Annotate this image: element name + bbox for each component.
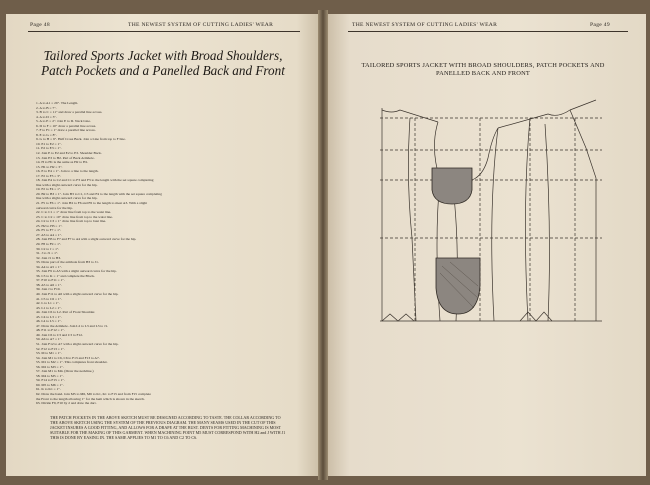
- instruction-step: 9. G to H = 9". Half Cross Back. Join a Line from top to F line.: [36, 137, 126, 142]
- front-edge: [570, 110, 596, 321]
- instruction-step: 13. Join E3 to H2. Part of Back Armhole.: [36, 155, 95, 160]
- instruction-step: 38. A5 to A6 = 1".: [36, 282, 63, 287]
- instruction-step: 23. C to C2 = 10" draw line from top to the waist line.: [36, 214, 113, 219]
- instruction-step: 6. D to F = 10" draw a parallel line across.: [36, 123, 97, 128]
- instruction-step: line with a slight outward curve for the hip.: [36, 196, 98, 201]
- instruction-step: 32. Join J1 to H3.: [36, 255, 62, 260]
- instruction-step: 37. F10 to F11 = 1".: [36, 278, 65, 283]
- instruction-step: 26. F5 to F7 = 1".: [36, 228, 62, 233]
- instruction-step: 34. A4 to A5 = 1".: [36, 264, 63, 269]
- instruction-step: 35. Join F9 to A5 with a slight outward curve for the hip.: [36, 269, 117, 274]
- left-page-number: Page 48: [30, 22, 50, 28]
- instruction-step: 43. L1 to L2 = 1".: [36, 305, 62, 310]
- instruction-step: 41. C5 to C6 = 1".: [36, 296, 63, 301]
- instruction-step: 27. A3 to A4 = 1".: [36, 232, 63, 237]
- instruction-step: 33. Draw part of the armhole from H3 to J1.: [36, 260, 99, 265]
- instruction-step: 21. F5 to F6 = 1". Join H2 to F6 and F6 to the length to meet A3. With a slight: [36, 201, 148, 206]
- book-gutter: [318, 10, 328, 480]
- instruction-step: 61. K to K1 = 1".: [36, 387, 61, 392]
- front-shoulder-line: [498, 114, 548, 128]
- front-dart: [545, 124, 549, 321]
- instruction-step: 51. Join F12 to A7 with a slight outward curve for the hip.: [36, 341, 119, 346]
- instruction-step: 25. H2 to H3 = 1".: [36, 223, 63, 228]
- hem-detail: [520, 312, 552, 321]
- instruction-step: 16. E to E4 = 1". Join to a line to the length.: [36, 169, 99, 174]
- instruction-step: 57. Join M1 to M4. (Draw the neckline.): [36, 369, 94, 374]
- instruction-step: 47. Draw the Armhole. Join L2 to L3 and L3 to J1.: [36, 323, 109, 328]
- instruction-step: 29. F8 to F9 = 1".: [36, 241, 62, 246]
- instruction-step: 24. C2 to C3 = 1" draw line from top to bust line.: [36, 219, 107, 224]
- instruction-step: 62. Draw the band. Join M5 to M6, M6 to K1, K1 to F15 and from F15 complete: [36, 392, 151, 396]
- instruction-step: 39. Join J to F10.: [36, 287, 61, 292]
- instruction-step: 5. A to E = 2". Join E to D. Neck Line.: [36, 119, 91, 124]
- instruction-step: 59. F14 to F15 = 1".: [36, 378, 65, 383]
- instruction-step: 63. Divide F9, F10 by 2 and draw the dart.: [36, 401, 97, 406]
- instruction-step: 8. E to G = 8".: [36, 132, 57, 137]
- front-panel-seam: [492, 128, 498, 321]
- right-header-rule: [348, 31, 628, 32]
- pattern-draft-diagram: [370, 88, 610, 338]
- instruction-step: 45. C4 to L3 = 1".: [36, 314, 62, 319]
- instruction-step: 40. Join F11 to A6 with a slight outward curve for the hip.: [36, 291, 119, 296]
- instruction-step: 17. F2 to F3 = 3".: [36, 173, 62, 178]
- instruction-step: 22. C to C1 = 1" draw line from top to the waist line.: [36, 210, 112, 215]
- instruction-step: 44. Join C6 to L2. Part of Front Shoulder.: [36, 310, 96, 315]
- instruction-step: 1. A to A1 = 29". The Length.: [36, 101, 79, 105]
- upper-patch-pocket: [432, 168, 472, 204]
- instruction-step: 20. B2 to B3 = 1". Join B3 to C1, C3 and F4 to the length with the set square completing: [36, 191, 162, 196]
- front-panel-seam: [525, 118, 530, 321]
- instruction-step: 42. L to L1 = 1".: [36, 301, 60, 306]
- instruction-step: 10. E1 to E2 = 1".: [36, 141, 62, 146]
- instruction-step: 53. M to M1 = 1".: [36, 351, 62, 356]
- front-neck-line: [548, 100, 596, 115]
- diagram-title: TAILORED SPORTS JACKET WITH BROAD SHOULDERS, PATCH POCKETS AND PANELLED BACK AND FRONT: [361, 62, 605, 77]
- instruction-step: 31. J to J1 = 1".: [36, 251, 59, 256]
- right-page-number: Page 49: [590, 22, 610, 28]
- page-title: Tailored Sports Jacket with Broad Shoulders, Patch Pockets and a Panelled Back and Front: [41, 48, 285, 78]
- instruction-step: 11. E2 to E3 = 1".: [36, 146, 62, 151]
- instruction-step: 30. C2 to J = 1".: [36, 246, 60, 251]
- instruction-step: 60. M5 to M6 = 1".: [36, 382, 64, 387]
- left-header-rule: [28, 31, 300, 32]
- instruction-step: 12. Join E to E2 and E2 to E3. Shoulder Back.: [36, 151, 102, 156]
- instruction-step: 56. M2 to M3 = 1".: [36, 364, 64, 369]
- right-running-head: THE NEWEST SYSTEM OF CUTTING LADIES' WEAR: [352, 22, 498, 28]
- instruction-step: 2. A to B = 7".: [36, 105, 57, 110]
- instruction-step: 14. H to H1 is the same as H2 to H1.: [36, 160, 89, 165]
- instruction-step: 19. F2 to F4 = 1".: [36, 187, 62, 192]
- instruction-step: 7. F to F1 = 1" draw a parallel line across.: [36, 128, 96, 133]
- left-running-head: THE NEWEST SYSTEM OF CUTTING LADIES' WEAR: [128, 22, 274, 28]
- instruction-step: 58. M4 to M5 = 1".: [36, 373, 64, 378]
- instruction-step: 3. B to C = 11" and draw a parallel line across.: [36, 110, 103, 115]
- instruction-step: outward curve for the hip.: [36, 205, 73, 210]
- instruction-step: 54. Join M1 to C6, C6 to F13 and F13 to A7.: [36, 355, 100, 360]
- instruction-step: 52. F12 to F13 = 1".: [36, 346, 65, 351]
- instruction-step: 50. A6 to A7 = 1".: [36, 337, 63, 342]
- instruction-list: [36, 101, 298, 406]
- instruction-step: 49. Join C6 to C3 and C3 to F12.: [36, 332, 83, 337]
- instruction-step: 36. C3 to K = 1" and complete the Block.: [36, 273, 95, 278]
- hem-detail: [382, 314, 414, 321]
- instruction-step: 4. A to D = 3".: [36, 114, 57, 119]
- instruction-step: the Front to the length allowing 1" for the hem which is shown in the sketch.: [36, 396, 145, 401]
- instruction-step: 48. F11 to F12 = 1".: [36, 328, 65, 333]
- instruction-step: line with a slight outward curve for the hip.: [36, 182, 98, 187]
- closing-note: THE PATCH POCKETS IN THE ABOVE SKETCH MUST BE DESIGNED ACCORDING TO TASTE. THE COLLAR ACCORDING TO THE ABOVE SKETCH USING THE SYSTEM OF THE PREVIOUS DIAGRAM. THE MANY SEAMS USED IN THE CUT OF THIS JACKET INSURES A GOOD FITTING, AND ALLOWS FOR A DRAPE AT THE BUST. DENTS FOR FITTING MACHINING IS MOST SUITABLE FOR THE MAKING OF THIS GARMENT. WHEN MACHINING POINT M5 MUST CORRESPOND WITH H2 and J WITH J1 THIS IS DONE BY EASING IN. THE SAME APPLIES TO M1 TO C6 AND C2 TO C6.: [50, 415, 286, 440]
- instruction-step: 55. M1 to M2 = 1". This completes front shoulder.: [36, 360, 108, 365]
- instruction-step: 46. L4 to L5 = 1".: [36, 319, 62, 324]
- instruction-step: 15. H1 to H2 = 3".: [36, 164, 63, 169]
- instruction-step: 28. Join H3 to F7 and F7 to A4 with a slight outward curve for the hip.: [36, 237, 137, 242]
- instruction-step: 18. Join E4 to C2 and C1 to F3 and F3 to the length with the set square completing: [36, 178, 154, 183]
